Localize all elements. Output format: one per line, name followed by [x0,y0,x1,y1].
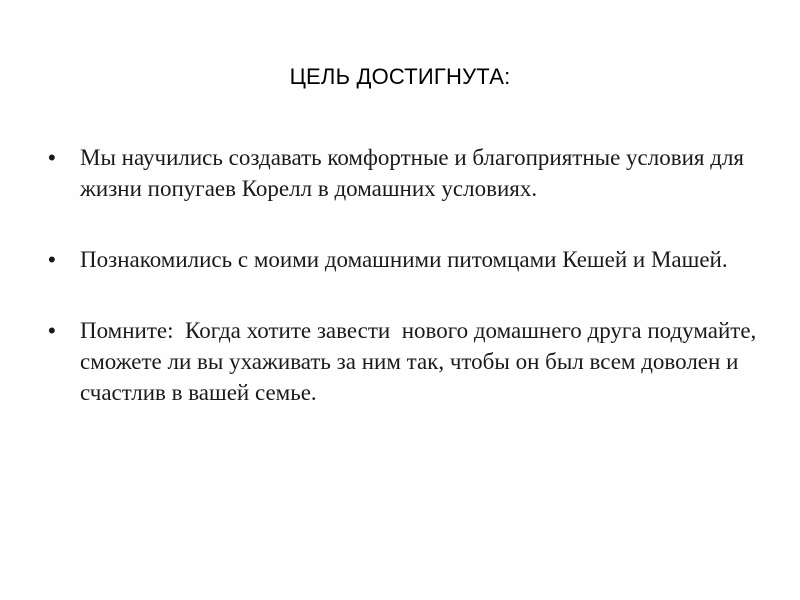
bullet-text: Помните: Когда хотите завести нового домашнего друга подумайте, сможете ли вы ухаживать за ним так, чтобы он был всем доволен и счастлив в вашей семье. [80,318,763,405]
bullet-dot-icon: • [48,247,56,272]
bullet-list [48,142,763,448]
bullet-dot-icon: • [48,318,56,343]
bullet-text: Познакомились с моими домашними питомцами Кешей и Машей. [80,247,728,272]
bullet-item-2 [48,244,760,275]
bullet-dot-icon: • [48,145,56,170]
bullet-text: Мы научились создавать комфортные и благоприятные условия для жизни попугаев Корелл в домашних условиях. [80,145,745,201]
slide-title: ЦЕЛЬ ДОСТИГНУТА: [289,64,511,89]
bullet-item-1 [48,142,760,204]
bullet-item-3 [48,315,763,408]
